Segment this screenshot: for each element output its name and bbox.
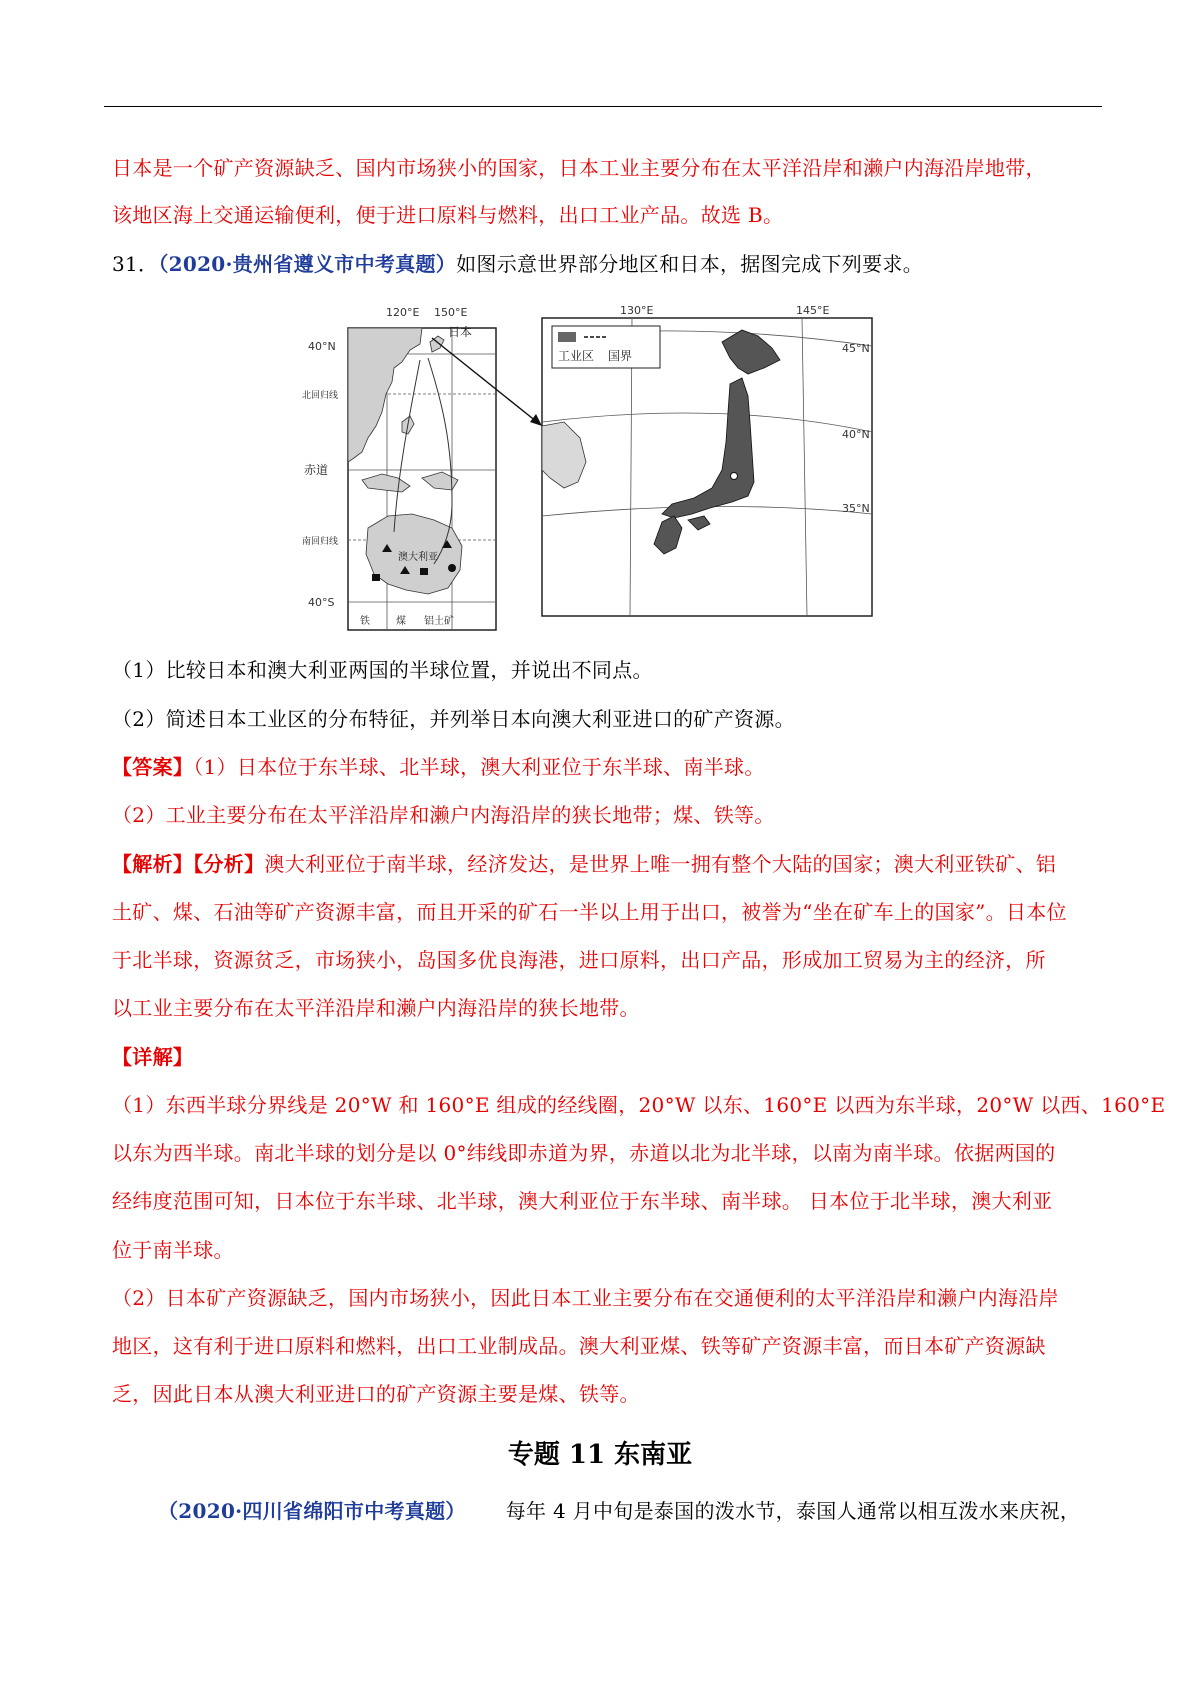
detail-p2-line-3: 乏，因此日本从澳大利亚进口的矿产资源主要是煤、铁等。 <box>112 1382 640 1406</box>
right-lon-label-2: 145°E <box>796 304 830 317</box>
question-prompt: 如图示意世界部分地区和日本，据图完成下列要求。 <box>456 252 923 276</box>
detail-p1-line-4: 位于南半球。 <box>112 1238 234 1262</box>
tropic-capricorn-label: 南回归线 <box>302 537 339 547</box>
next-question-text: 每年 4 月中旬是泰国的泼水节，泰国人通常以相互泼水来庆祝， <box>505 1499 1081 1523</box>
japan-label: 日本 <box>448 325 473 339</box>
tropic-cancer-label: 北回归线 <box>302 391 339 401</box>
legend-border: 国界 <box>608 349 633 363</box>
detail-p2-line-2: 地区，这有利于进口原料和燃料，出口工业制成品。澳大利亚煤、铁等矿产资源丰富，而日本矿产资源缺 <box>112 1334 1046 1358</box>
left-lat-label-2: 40°S <box>308 596 335 609</box>
right-lat-label-1: 45°N <box>842 342 870 355</box>
map-figure <box>302 302 876 632</box>
next-question-source: （2020·四川省绵阳市中考真题） <box>158 1499 466 1523</box>
analysis-line-2: 土矿、煤、石油等矿产资源丰富，而且开采的矿石一半以上用于出口，被誉为“坐在矿车上的国家”。日本位 <box>112 900 1067 924</box>
answer-line-1 <box>112 753 765 781</box>
bauxite-legend-label: 铝土矿 <box>424 616 454 627</box>
connector-arrowhead <box>530 414 542 426</box>
analysis-line-4: 以工业主要分布在太平洋沿岸和濑户内海沿岸的狭长地带。 <box>112 996 640 1020</box>
equator-label: 赤道 <box>304 463 329 477</box>
analysis-line-3: 于北半球，资源贫乏，市场狭小，岛国多优良海港，进口原料，出口产品，形成加工贸易为主的经济，所 <box>112 948 1046 972</box>
detail-p2-line-1: （2）日本矿产资源缺乏，国内市场狭小，因此日本工业主要分布在交通便利的太平洋沿岸和濑户内海沿岸 <box>112 1286 1059 1310</box>
next-question-line <box>158 1497 1080 1525</box>
top-rule <box>104 106 1102 107</box>
sub-question-2: （2）简述日本工业区的分布特征，并列举日本向澳大利亚进口的矿产资源。 <box>112 707 795 731</box>
intro-line-1: 日本是一个矿产资源缺乏、国内市场狭小的国家，日本工业主要分布在太平洋沿岸和濑户内海沿岸地带， <box>112 156 1046 180</box>
question-number: 31． <box>112 252 159 276</box>
detail-p1-line-2: 以东为西半球。南北半球的划分是以 0°纬线即赤道为界，赤道以北为北半球，以南为南半球。依据两国的 <box>112 1141 1056 1165</box>
tokyo-marker <box>731 473 738 480</box>
industrial-zone-symbol <box>558 332 576 342</box>
answer-text-1: （1）日本位于东半球、北半球，澳大利亚位于东半球、南半球。 <box>193 755 765 779</box>
intro-line-2: 该地区海上交通运输便利，便于进口原料与燃料，出口工业产品。故选 B。 <box>112 203 784 227</box>
iron-legend-label: 铁 <box>360 616 370 627</box>
left-lon-label-2: 150°E <box>434 306 468 319</box>
analysis-tag: 【解析】【分析】 <box>112 852 265 876</box>
question-31-header <box>112 250 923 278</box>
detail-p1-line-1: （1）东西半球分界线是 20°W 和 160°E 组成的经线圈，20°W 以东、160°E 以西为东半球，20°W 以西、160°E <box>112 1093 1166 1117</box>
analysis-text-1: 澳大利亚位于南半球，经济发达，是世界上唯一拥有整个大陆的国家；澳大利亚铁矿、铝 <box>264 852 1057 876</box>
australia-label: 澳大利亚 <box>398 552 438 563</box>
map-figure-svg <box>302 302 876 632</box>
detail-p1-line-3: 经纬度范围可知，日本位于东半球、北半球，澳大利亚位于东半球、南半球。 日本位于北半球，澳大利亚 <box>112 1189 1053 1213</box>
coal-legend-label: 煤 <box>396 616 406 627</box>
question-source: （2020·贵州省遵义市中考真题） <box>158 252 457 276</box>
section-title: 专题 11 东南亚 <box>507 1440 693 1470</box>
right-lat-label-2: 40°N <box>842 428 870 441</box>
answer-tag: 【答案】 <box>112 755 194 779</box>
sub-question-1: （1）比较日本和澳大利亚两国的半球位置，并说出不同点。 <box>112 658 653 682</box>
answer-line-2: （2）工业主要分布在太平洋沿岸和濑户内海沿岸的狭长地带；煤、铁等。 <box>112 803 775 827</box>
left-lon-label-1: 120°E <box>386 306 420 319</box>
legend-industrial-zone: 工业区 <box>558 349 595 363</box>
left-lat-label-1: 40°N <box>308 340 336 353</box>
detail-tag: 【详解】 <box>112 1045 194 1069</box>
analysis-line-1 <box>112 850 1056 878</box>
right-lat-label-3: 35°N <box>842 502 870 515</box>
right-lon-label-1: 130°E <box>620 304 654 317</box>
